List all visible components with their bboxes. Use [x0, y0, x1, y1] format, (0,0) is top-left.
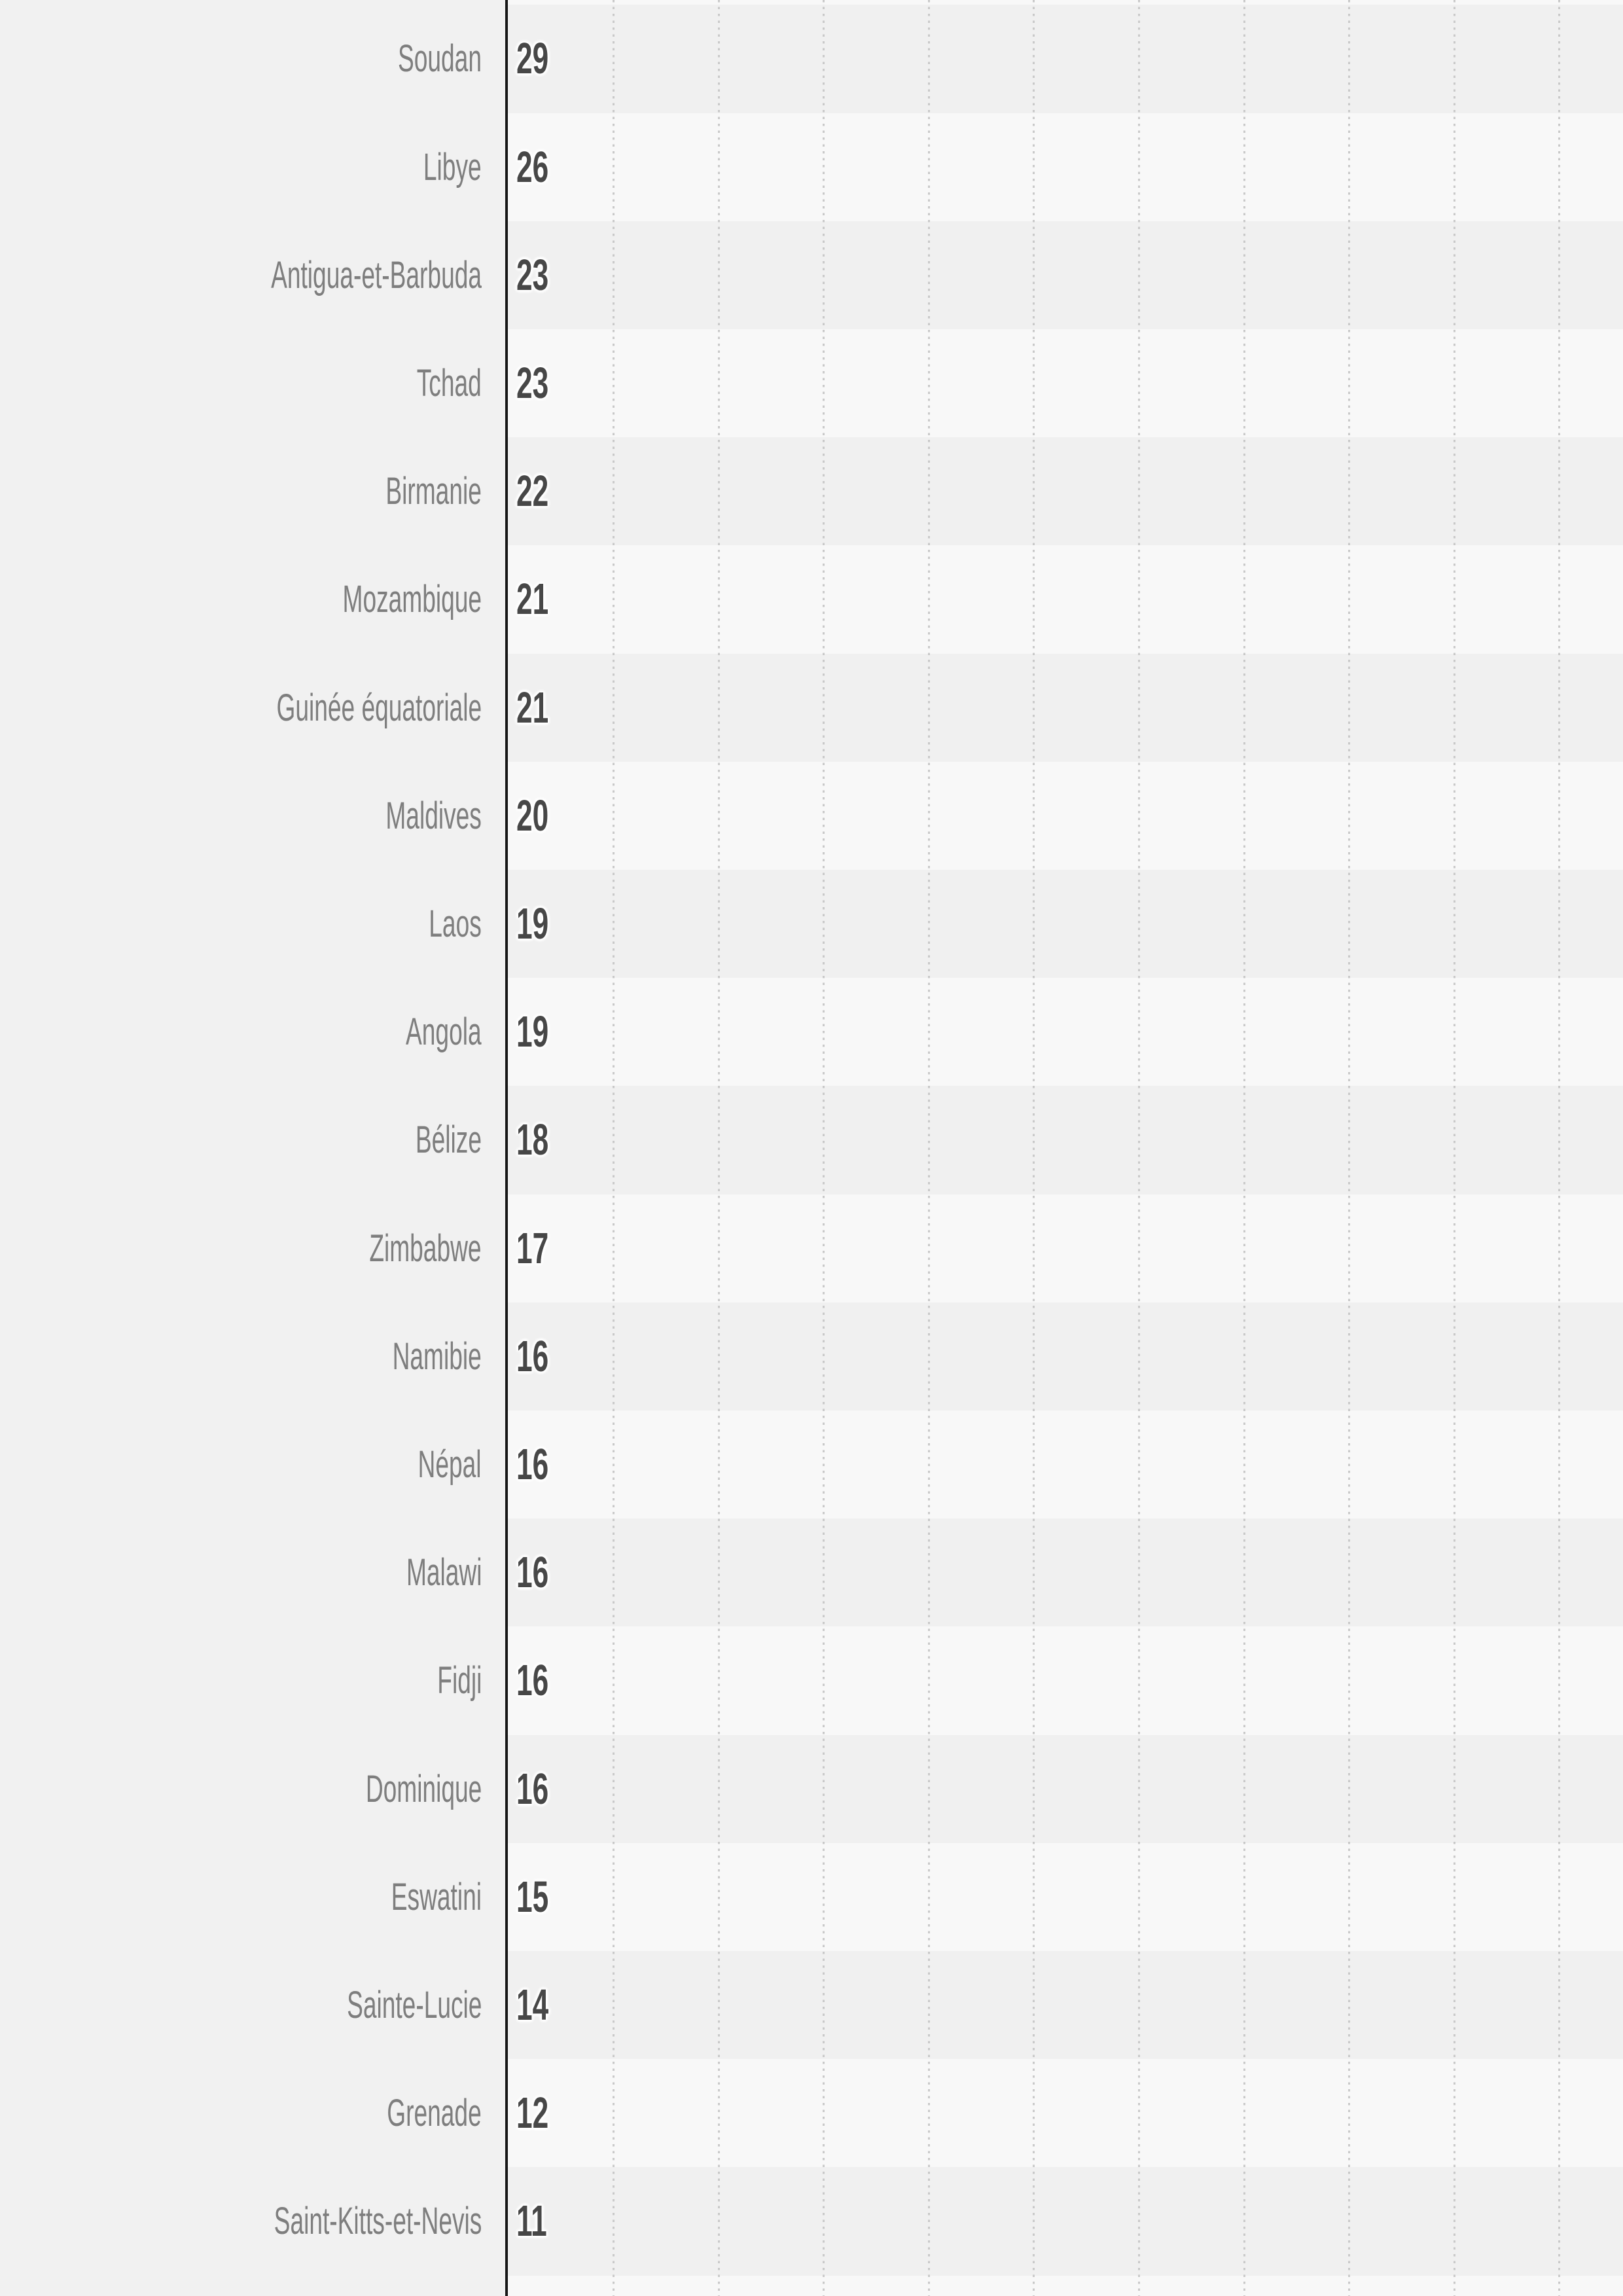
value-label [516, 1302, 565, 1410]
country-label-text: Saint-Kitts-et-Nevis [274, 2200, 482, 2243]
value-label-text: 19 [516, 1007, 549, 1057]
country-label-text: Zimbabwe [369, 1227, 482, 1270]
country-label [0, 1194, 482, 1302]
country-label [0, 1086, 482, 1194]
chart-row [0, 113, 1623, 221]
chart-row [0, 1951, 1623, 2059]
value-label [516, 2059, 565, 2167]
chart-row [0, 2059, 1623, 2167]
value-label-text: 16 [516, 1656, 549, 1706]
country-label-text: Népal [418, 1443, 482, 1486]
country-label [0, 1302, 482, 1410]
value-label-text: 29 [516, 34, 549, 84]
country-label [0, 1518, 482, 1626]
value-label-text: 22 [516, 467, 549, 516]
value-label [516, 5, 565, 113]
chart-row [0, 1086, 1623, 1194]
value-label [516, 437, 565, 545]
country-label-text: Bélize [415, 1119, 482, 1162]
country-label-text: Namibie [392, 1335, 482, 1378]
value-label [516, 978, 565, 1086]
country-label-text: Sainte-Lucie [346, 1984, 482, 2027]
value-label-text: 16 [516, 1764, 549, 1814]
chart-row [0, 1410, 1623, 1518]
chart-row [0, 870, 1623, 978]
chart-row [0, 1626, 1623, 1734]
value-label [516, 762, 565, 870]
value-label-text: 21 [516, 575, 549, 624]
chart-row [0, 762, 1623, 870]
value-label-text: 23 [516, 359, 549, 408]
chart-row [0, 545, 1623, 653]
country-label-text: Grenade [387, 2092, 482, 2135]
chart-row [0, 978, 1623, 1086]
value-label-text: 16 [516, 1440, 549, 1490]
chart-row [0, 2167, 1623, 2275]
value-label-text: 23 [516, 250, 549, 300]
chart-row [0, 654, 1623, 762]
country-label-text: Libye [423, 145, 482, 188]
country-label-text: Tchad [416, 362, 482, 405]
chart-row [0, 1735, 1623, 1843]
country-label-text: Mozambique [342, 578, 482, 621]
value-label-text: 18 [516, 1115, 549, 1165]
country-label-text: Fidji [437, 1659, 482, 1702]
value-label-text: 12 [516, 2089, 549, 2138]
value-label [516, 329, 565, 437]
country-label [0, 113, 482, 221]
value-label-text: 16 [516, 1331, 549, 1381]
country-label-text: Antigua-et-Barbuda [271, 253, 482, 296]
value-label-text: 26 [516, 142, 549, 192]
country-label [0, 654, 482, 762]
chart-row [0, 5, 1623, 113]
value-label-text: 20 [516, 791, 549, 840]
country-label [0, 221, 482, 329]
value-label-text: 21 [516, 683, 549, 732]
value-label [516, 870, 565, 978]
country-label-text: Malawi [406, 1551, 482, 1594]
value-label [516, 1843, 565, 1951]
value-label-text: 11 [516, 2197, 547, 2246]
country-label [0, 2059, 482, 2167]
country-label [0, 545, 482, 653]
country-label-text: Angola [406, 1011, 482, 1054]
value-label [516, 113, 565, 221]
country-label-text: Dominique [365, 1767, 482, 1810]
value-label-text: 14 [516, 1981, 549, 2030]
country-label [0, 762, 482, 870]
country-label [0, 1951, 482, 2059]
value-label [516, 545, 565, 653]
country-label [0, 1843, 482, 1951]
chart-row [0, 1518, 1623, 1626]
country-label [0, 978, 482, 1086]
country-label [0, 5, 482, 113]
value-label [516, 2167, 563, 2275]
value-label [516, 221, 565, 329]
country-label-text: Laos [429, 903, 482, 946]
chart-row [0, 221, 1623, 329]
value-label [516, 1410, 565, 1518]
country-label-text: Eswatini [391, 1875, 482, 1918]
value-label-text: 19 [516, 899, 549, 949]
value-label [516, 1194, 565, 1302]
country-label [0, 437, 482, 545]
chart-row [0, 329, 1623, 437]
country-label-text: Guinée équatoriale [276, 686, 482, 729]
country-label-text: Birmanie [385, 470, 482, 513]
chart-row [0, 437, 1623, 545]
country-label-text: Soudan [398, 37, 482, 81]
country-label [0, 870, 482, 978]
value-label [516, 1626, 565, 1734]
country-label [0, 1626, 482, 1734]
country-label-text: Maldives [385, 794, 482, 837]
country-label [0, 2167, 482, 2275]
value-label [516, 1735, 565, 1843]
value-label-text: 16 [516, 1548, 549, 1598]
value-label-text: 17 [516, 1223, 549, 1273]
value-label [516, 1951, 565, 2059]
chart-row [0, 1194, 1623, 1302]
value-label [516, 654, 565, 762]
chart-row [0, 1302, 1623, 1410]
value-label [516, 1086, 565, 1194]
chart-row [0, 1843, 1623, 1951]
country-label [0, 329, 482, 437]
value-label [516, 1518, 565, 1626]
value-label-text: 15 [516, 1872, 549, 1922]
country-label [0, 1735, 482, 1843]
country-label [0, 1410, 482, 1518]
